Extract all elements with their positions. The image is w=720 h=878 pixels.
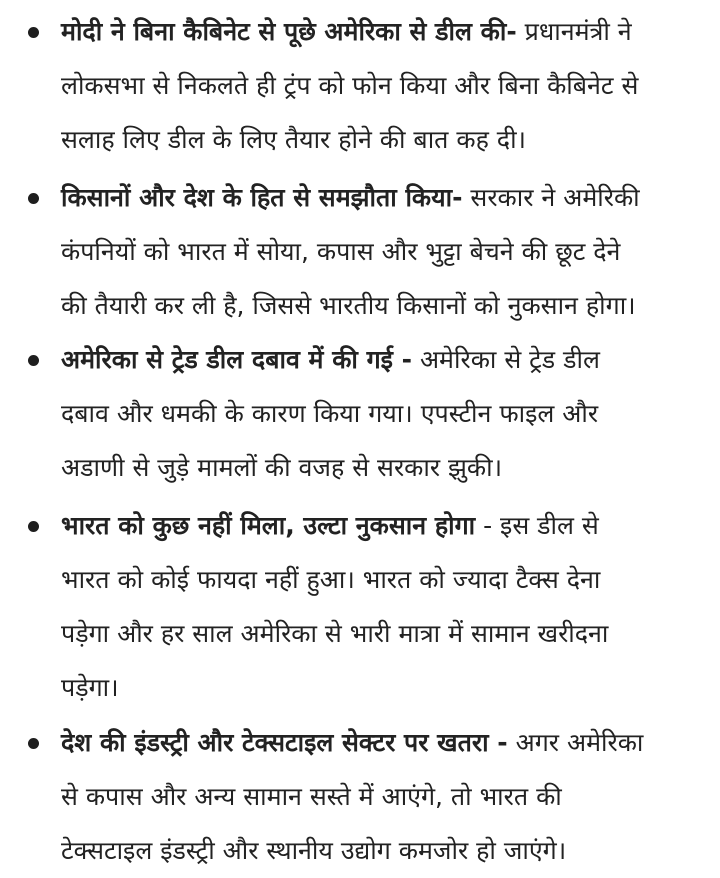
item-line: पड़ेगा और हर साल अमेरिका से भारी मात्रा में सामान खरीदना (61, 619, 609, 648)
item-line: टेक्सटाइल इंडस्ट्री और स्थानीय उद्योग कमजोर हो जाएंगे। (61, 836, 567, 865)
item-text: प्रधानमंत्री ने (516, 17, 632, 46)
bullet-point-icon (28, 521, 39, 532)
item-line (61, 333, 711, 387)
item-heading: देश की इंडस्ट्री और टेक्सटाइल सेक्टर पर खतरा - (61, 728, 508, 757)
item-line: लोकसभा से निकलते ही ट्रंप को फोन किया और बिना कैबिनेट से (61, 71, 639, 100)
item-line: भारत को कोई फायदा नहीं हुआ। भारत को ज्यादा टैक्स देना (61, 565, 601, 594)
bullet-point-icon (28, 738, 39, 749)
item-text: सरकार ने अमेरिकी (462, 183, 640, 212)
item-line: कंपनियों को भारत में सोया, कपास और भुट्टा बेचने की छूट देने (61, 237, 621, 266)
item-heading: किसानों और देश के हित से समझौता किया- (61, 183, 463, 212)
item-line (61, 171, 711, 225)
item-line: से कपास और अन्य सामान सस्ते में आएंगे, तो भारत की (61, 782, 562, 811)
item-heading: मोदी ने बिना कैबिनेट से पूछे अमेरिका से डील की- (61, 17, 517, 46)
item-line: अडाणी से जुड़े मामलों की वजह से सरकार झुकी। (61, 453, 503, 482)
item-text: अमेरिका से ट्रेड डील (412, 345, 600, 374)
item-line: सलाह लिए डील के लिए तैयार होने की बात कह दी। (61, 125, 527, 154)
item-heading: अमेरिका से ट्रेड डील दबाव में की गई - (61, 345, 413, 374)
bullet-point-icon (28, 27, 39, 38)
item-line: पड़ेगा। (61, 673, 119, 702)
item-text: - इस डील से (475, 511, 599, 540)
item-text: अगर अमेरिका (507, 728, 644, 757)
item-line (61, 5, 711, 59)
item-line (61, 499, 711, 553)
item-line (61, 716, 711, 770)
bullet-point-icon (28, 193, 39, 204)
item-line: दबाव और धमकी के कारण किया गया। एपस्टीन फाइल और (61, 399, 599, 428)
item-line: की तैयारी कर ली है, जिससे भारतीय किसानों को नुकसान होगा। (61, 291, 636, 320)
bullet-point-icon (28, 355, 39, 366)
item-heading: भारत को कुछ नहीं मिला, उल्टा नुकसान होगा (61, 511, 476, 540)
